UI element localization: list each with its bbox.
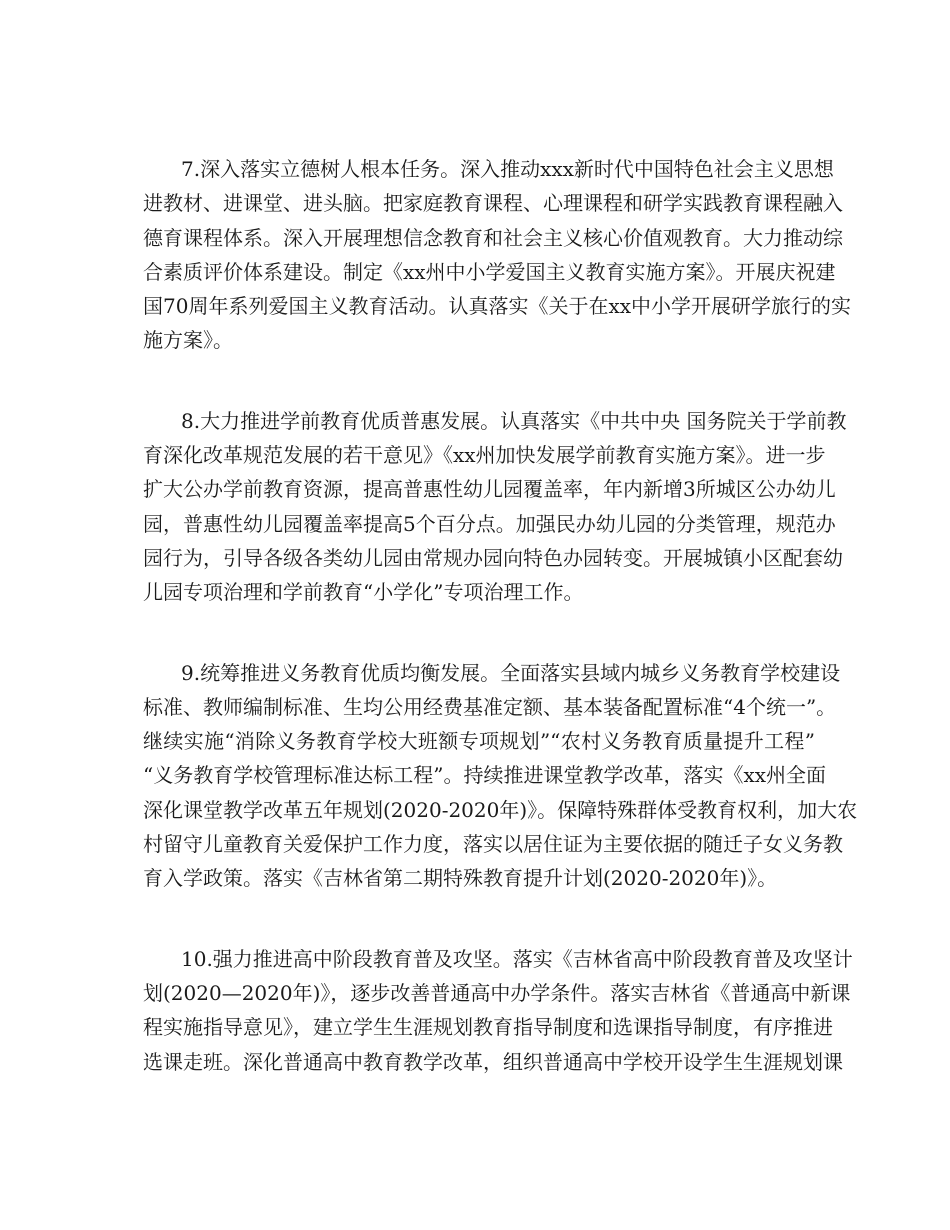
paragraph-9 [143, 656, 858, 896]
paragraph-line: 进教材、进课堂、进头脑。把家庭教育课程、心理课程和研学实践教育课程融入 [143, 191, 843, 216]
paragraph-line: 儿园专项治理和学前教育“小学化”专项治理工作。 [143, 580, 584, 605]
paragraph-line: 扩大公办学前教育资源，提高普惠性幼儿园覆盖率，年内新增3所城区公办幼儿 [143, 477, 836, 502]
paragraph-line: 划(2020—2020年)》，逐步改善普通高中办学条件。落实吉林省《普通高中新课 [143, 980, 851, 1005]
paragraph-line: 育入学政策。落实《吉林省第二期特殊教育提升计划(2020-2020年)》。 [143, 866, 778, 891]
paragraph-8 [143, 404, 847, 610]
paragraph-line: “义务教育学校管理标准达标工程”。持续推进课堂教学改革，落实《xx州全面 [143, 763, 827, 788]
paragraph-line: 标准、教师编制标准、生均公用经费基准定额、基本装备配置标准“4个统一”。 [143, 694, 837, 719]
paragraph-line: 9.统筹推进义务教育优质均衡发展。全面落实县域内城乡义务教育学校建设 [181, 660, 841, 685]
paragraph-line: 德育课程体系。深入开展理想信念教育和社会主义核心价值观教育。大力推动综 [143, 225, 843, 250]
paragraph-line: 7.深入落实立德树人根本任务。深入推动xxx新时代中国特色社会主义思想 [181, 157, 834, 181]
document-body [143, 152, 858, 1125]
paragraph-line: 继续实施“消除义务教育学校大班额专项规划”“农村义务教育质量提升工程” [143, 729, 815, 754]
paragraph-line: 8.大力推进学前教育优质普惠发展。认真落实《中共中央 国务院关于学前教 [181, 408, 847, 433]
paragraph-line: 村留守儿童教育关爱保护工作力度，落实以居住证为主要依据的随迁子女义务教 [143, 832, 843, 857]
paragraph-line: 园，普惠性幼儿园覆盖率提高5个百分点。加强民办幼儿园的分类管理，规范办 [143, 511, 836, 536]
paragraph-line: 国70周年系列爱国主义教育活动。认真落实《关于在xx中小学开展研学旅行的实 [143, 294, 852, 319]
paragraph-10 [143, 942, 853, 1079]
paragraph-line: 育深化改革规范发展的若干意见》《xx州加快发展学前教育实施方案》。进一步 [143, 443, 826, 468]
paragraph-line: 选课走班。深化普通高中教育教学改革，组织普通高中学校开设学生生涯规划课 [143, 1049, 843, 1074]
paragraph-line: 10.强力推进高中阶段教育普及攻坚。落实《吉林省高中阶段教育普及攻坚计 [181, 946, 853, 971]
paragraph-7 [143, 152, 852, 358]
paragraph-line: 深化课堂教学改革五年规划(2020-2020年)》。保障特殊群体受教育权利，加大农 [143, 797, 858, 822]
paragraph-line: 施方案》。 [143, 328, 233, 353]
paragraph-line: 合素质评价体系建设。制定《xx州中小学爱国主义教育实施方案》。开展庆祝建 [143, 259, 836, 284]
paragraph-line: 程实施指导意见》，建立学生生涯规划教育指导制度和选课指导制度，有序推进 [143, 1015, 833, 1040]
paragraph-line: 园行为，引导各级各类幼儿园由常规办园向特色办园转变。开展城镇小区配套幼 [143, 545, 843, 570]
